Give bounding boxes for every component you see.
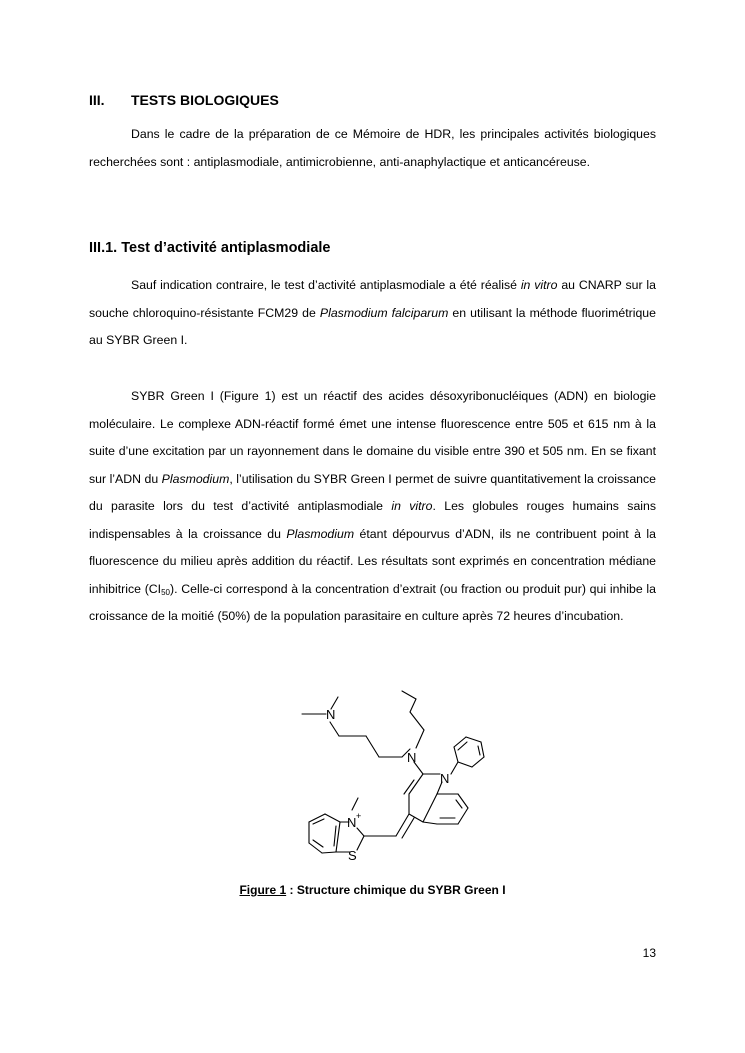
sybr-green-structure: [298, 690, 493, 868]
intro-paragraph: Dans le cadre de la préparation de ce Mémoire de HDR, les principales activités biologiques recherchées sont : antiplasmodiale, antimicrobienne, anti-anaphylactique et anticancéreuse.: [89, 127, 656, 169]
atom-n-anilino: N: [407, 750, 417, 765]
atom-n-thiazolium: N: [347, 815, 357, 830]
section-title: TESTS BIOLOGIQUES: [131, 92, 279, 108]
section-number: III.: [89, 92, 105, 108]
subsection-heading: III.1. Test d’activité antiplasmodiale: [89, 240, 331, 256]
sybr-paragraph: SYBR Green I (Figure 1) est un réactif des acides désoxyribonucléiques (ADN) en biologie moléculaire. Le complexe ADN-réactif formé émet une intense fluorescence entre 505 et 615 nm à la suite d’une excitation par un rayonnement dans le domaine du visible entre 390 et 505 nm. En se fixant sur l’ADN du Plasmodium, l’utilisation du SYBR Green I permet de suivre quantitativement la croissance du parasite lors du test d’activité antiplasmodiale in vitro. Les globules rouges humains sains indispensables à la croissance du Plasmodium étant dépourvus d’ADN, ils ne contribuent point à la fluorescence du milieu après addition du réactif. Les résultats sont exprimés en concentration médiane inhibitrice $(CI_{50})$. Celle-ci correspond à la concentration d’extrait (ou fraction ou produit pur) qui inhibe la croissance de la moitié (50%) de la population parasitaire en culture après 72 heures d’incubation.: [89, 389, 656, 623]
atom-n-amine: N: [326, 707, 336, 722]
figure-caption: Figure 1 : Structure chimique du SYBR Green I: [239, 883, 506, 897]
atom-s: S: [348, 848, 357, 863]
method-paragraph: Sauf indication contraire, le test d’activité antiplasmodiale a été réalisé in vitro au CNARP sur la souche chloroquino-résistante FCM29 de Plasmodium falciparum en utilisant la méthode fluorimétrique au SYBR Green I.: [89, 278, 657, 347]
page-number: 13: [642, 946, 656, 960]
section-heading: [89, 91, 656, 109]
atom-plus-charge: +: [356, 811, 362, 821]
atom-n-quinoline: N: [440, 771, 450, 786]
